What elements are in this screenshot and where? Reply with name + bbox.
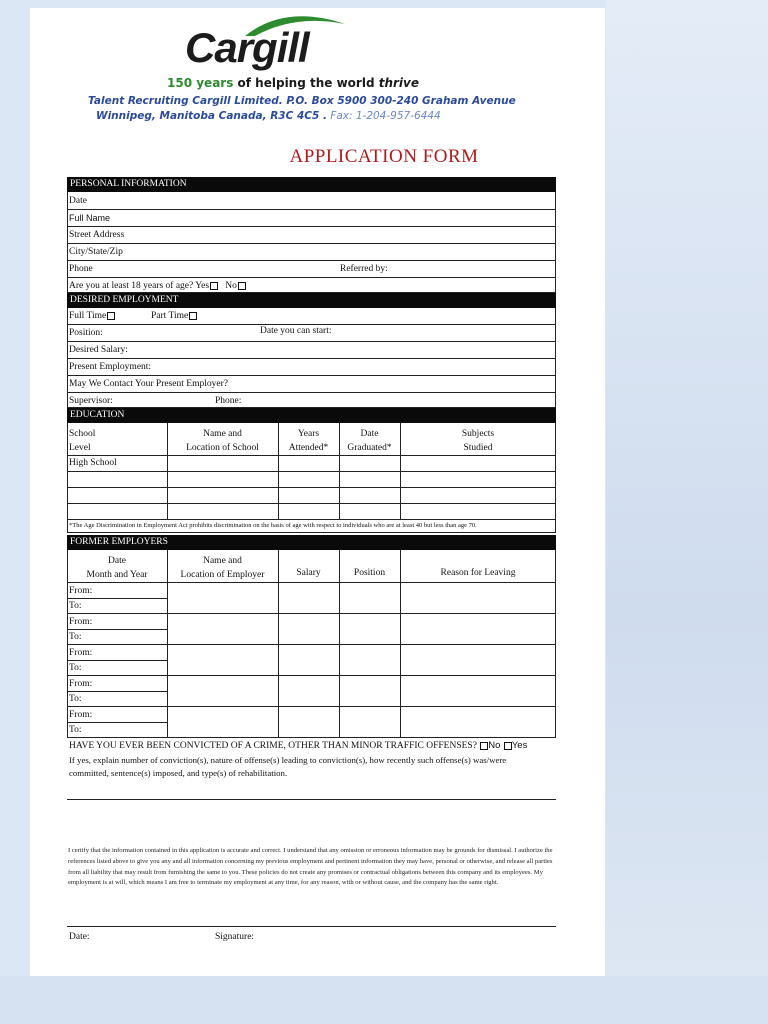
- field-position[interactable]: [67, 325, 556, 342]
- former-header-name: [167, 554, 278, 582]
- former-header-date: [67, 554, 167, 582]
- address-city: Winnipeg, Manitoba Canada, R3C 4C5 .: [96, 110, 327, 122]
- former-subrow-divider: [67, 722, 167, 723]
- supervisor-label: Supervisor:: [69, 396, 113, 406]
- section-personal-heading: PERSONAL INFORMATION: [67, 177, 556, 192]
- phone-label: Phone: [69, 264, 93, 274]
- edu-header-location: Location of School: [186, 443, 259, 453]
- address-line-2: [96, 110, 441, 122]
- edu-header-school-level: [69, 427, 95, 455]
- section-employment-heading: DESIRED EMPLOYMENT: [67, 293, 556, 308]
- former-header-position: Position: [353, 568, 386, 578]
- tagline-years: 150 years: [167, 76, 234, 90]
- edu-row-high-school: High School: [69, 458, 117, 468]
- edu-header-subjects-a: Subjects: [461, 429, 495, 439]
- tagline: [167, 76, 419, 90]
- certification-text: I certify that the information contained in this application is accurate and correct. I understand that any omission or erroneous information may be grounds for dismissal. I authorize the references listed above to give you any and all information concerning my previous employment and pertinent information they may have, personal or otherwise, and release all parties from all liability that may result from furnishing the same to you. These policies do not create any promises or contractual obligations between this company and its employees. My employment is at will, which means I am free to terminate my employment at any time, for any reason, with or without cause, and the company has the same right.: [68, 847, 553, 887]
- former-header-salary: Salary: [296, 568, 321, 578]
- crime-yes-checkbox[interactable]: [504, 742, 512, 750]
- former-from-1: From:: [69, 586, 93, 596]
- edu-header-date: [339, 427, 400, 455]
- age-footnote: *The Age Discrimination in Employment Act prohibits discrimination on the basis of age with respect to individuals who are at least 40 but less than age 70.: [69, 522, 477, 529]
- former-row-divider: [67, 582, 556, 583]
- crime-question: [69, 740, 527, 751]
- former-row-divider: [67, 675, 556, 676]
- edu-header-years-b: Attended*: [288, 443, 329, 453]
- edu-header-name-location: [167, 427, 278, 455]
- age-no-checkbox[interactable]: [238, 282, 246, 290]
- background-bottom: [0, 976, 768, 1024]
- former-row-divider: [67, 613, 556, 614]
- section-former-heading: FORMER EMPLOYERS: [67, 535, 556, 550]
- edu-row-divider: [67, 487, 556, 488]
- supervisor-phone-label: Phone:: [215, 396, 242, 406]
- age-yes-checkbox[interactable]: [210, 282, 218, 290]
- tagline-thrive: thrive: [378, 76, 419, 90]
- crime-explain-line2: committed, sentence(s) imposed, and type(s) of rehabilitation.: [69, 768, 288, 778]
- position-label: Position:: [69, 328, 103, 338]
- former-to-2: To:: [69, 632, 82, 642]
- part-time-checkbox[interactable]: [189, 312, 197, 320]
- part-time-group: [151, 308, 197, 325]
- field-city-state-zip[interactable]: City/State/Zip: [67, 244, 556, 261]
- edu-row-divider: [67, 503, 556, 504]
- address-line-1: Talent Recruiting Cargill Limited. P.O. Box 5900 300-240 Graham Avenue: [88, 95, 516, 107]
- field-desired-salary[interactable]: Desired Salary:: [67, 342, 556, 359]
- former-from-2: From:: [69, 617, 93, 627]
- former-row-divider: [67, 644, 556, 645]
- section-education-heading: EDUCATION: [67, 408, 556, 423]
- edu-header-years-a: Years: [297, 429, 320, 439]
- edu-header-subjects: [400, 427, 556, 455]
- edu-header-name: Name and: [203, 429, 242, 439]
- former-from-4: From:: [69, 679, 93, 689]
- edu-header-date-b: Graduated*: [347, 443, 392, 453]
- footer-date-label: Date:: [69, 932, 90, 942]
- field-contact-employer[interactable]: May We Contact Your Present Employer?: [67, 376, 556, 393]
- former-from-3: From:: [69, 648, 93, 658]
- edu-header-subjects-b: Studied: [463, 443, 493, 453]
- footer-signature-label: Signature:: [215, 932, 255, 942]
- edu-row-divider: [67, 471, 556, 472]
- crime-answer-line[interactable]: [67, 799, 556, 800]
- full-time-checkbox[interactable]: [107, 312, 115, 320]
- age-question-text: Are you at least 18 years of age? Yes: [69, 281, 210, 291]
- former-subrow-divider: [67, 598, 167, 599]
- edu-header-years: [278, 427, 339, 455]
- former-subrow-divider: [67, 691, 167, 692]
- former-to-3: To:: [69, 663, 82, 673]
- field-phone[interactable]: [67, 261, 556, 278]
- former-header-name-b: Location of Employer: [180, 570, 265, 580]
- edu-row-divider: [67, 455, 556, 456]
- full-time-label: Full Time: [69, 311, 107, 321]
- former-from-5: From:: [69, 710, 93, 720]
- start-date-label: Date you can start:: [260, 326, 332, 336]
- edu-header-date-a: Date: [360, 429, 379, 439]
- age-no-label: No: [225, 281, 237, 291]
- age-question: [69, 281, 246, 291]
- field-full-name[interactable]: Full Name: [67, 210, 556, 227]
- crime-yes-label: Yes: [511, 740, 528, 751]
- cargill-logo: [185, 12, 365, 80]
- former-to-5: To:: [69, 725, 82, 735]
- former-to-4: To:: [69, 694, 82, 704]
- crime-explain-line1: If yes, explain number of conviction(s), nature of offense(s) leading to conviction(s), how recently such offense(s) was/were: [69, 755, 507, 765]
- page-title: APPLICATION FORM: [289, 146, 479, 167]
- logo-wordmark: Cargill: [185, 24, 309, 71]
- part-time-label: Part Time: [151, 311, 189, 321]
- former-row-divider: [67, 706, 556, 707]
- former-to-1: To:: [69, 601, 82, 611]
- former-subrow-divider: [67, 660, 167, 661]
- field-street-address[interactable]: Street Address: [67, 227, 556, 244]
- former-subrow-divider: [67, 629, 167, 630]
- former-header-name-a: Name and: [203, 556, 242, 566]
- edu-row-divider: [67, 519, 556, 520]
- field-date[interactable]: Date: [67, 192, 556, 210]
- field-present-employment[interactable]: Present Employment:: [67, 359, 556, 376]
- crime-question-text: HAVE YOU EVER BEEN CONVICTED OF A CRIME, OTHER THAN MINOR TRAFFIC OFFENSES?: [69, 741, 477, 751]
- referred-by-label: Referred by:: [340, 264, 388, 274]
- former-header-date-b: Month and Year: [86, 570, 148, 580]
- edu-header-level: Level: [69, 443, 91, 453]
- tagline-middle: of helping the world: [233, 76, 379, 90]
- edu-header-school: School: [69, 429, 96, 439]
- former-header-reason: Reason for Leaving: [440, 568, 516, 578]
- crime-no-label: No: [488, 740, 501, 751]
- signature-line: [67, 926, 556, 927]
- former-header-date-a: Date: [108, 556, 126, 566]
- fax-number: Fax: 1-204-957-6444: [326, 110, 441, 122]
